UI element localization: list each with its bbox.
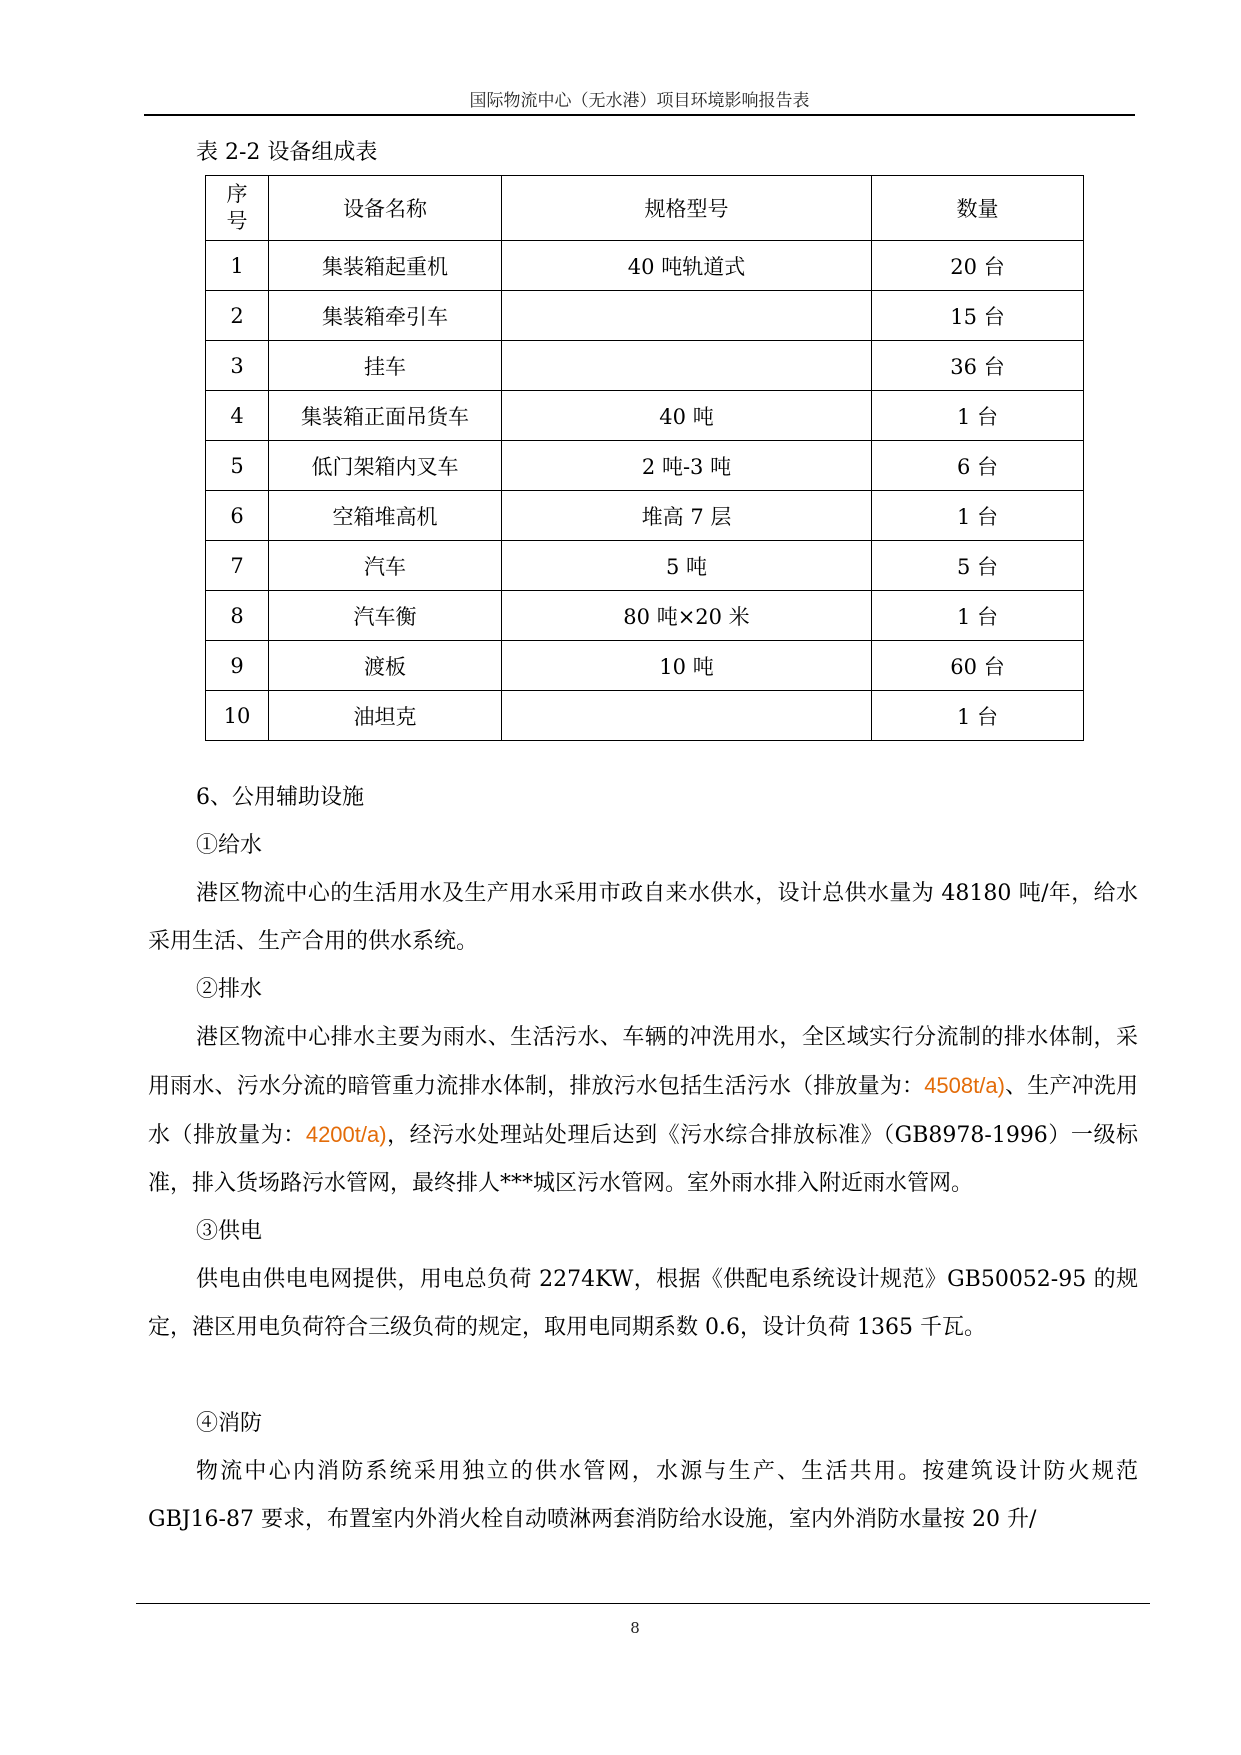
cell-name: 空箱堆高机 bbox=[269, 491, 502, 541]
drainage-heading: ②排水 bbox=[196, 977, 263, 1002]
body-text bbox=[148, 774, 1138, 1544]
cell-spec: 80 吨×20 米 bbox=[502, 591, 872, 641]
washing-water-value: 4200t/a) bbox=[305, 1122, 387, 1147]
cell-spec: 堆高 7 层 bbox=[502, 491, 872, 541]
section-heading: 6、公用辅助设施 bbox=[196, 785, 364, 810]
table-row bbox=[206, 291, 1084, 341]
equipment-table bbox=[205, 175, 1084, 741]
cell-qty: 15 台 bbox=[872, 291, 1084, 341]
cell-no: 6 bbox=[206, 491, 269, 541]
table-row bbox=[206, 541, 1084, 591]
cell-name: 集装箱牵引车 bbox=[269, 291, 502, 341]
cell-name: 集装箱正面吊货车 bbox=[269, 391, 502, 441]
domestic-sewage-value: 4508t/a) bbox=[924, 1073, 1005, 1098]
cell-qty: 1 台 bbox=[872, 391, 1084, 441]
table-row bbox=[206, 641, 1084, 691]
page-number: 8 bbox=[630, 1619, 640, 1637]
cell-name: 低门架箱内叉车 bbox=[269, 441, 502, 491]
page-header-title: 国际物流中心（无水港）项目环境影响报告表 bbox=[469, 91, 810, 111]
cell-no: 9 bbox=[206, 641, 269, 691]
cell-no: 3 bbox=[206, 341, 269, 391]
cell-qty: 6 台 bbox=[872, 441, 1084, 491]
cell-qty: 5 台 bbox=[872, 541, 1084, 591]
cell-qty: 1 台 bbox=[872, 591, 1084, 641]
cell-no: 8 bbox=[206, 591, 269, 641]
cell-name: 油坦克 bbox=[269, 691, 502, 741]
paragraph-gap bbox=[148, 1352, 1138, 1400]
table-caption: 表 2-2 设备组成表 bbox=[196, 140, 378, 165]
header-divider bbox=[144, 114, 1135, 116]
cell-spec bbox=[502, 341, 872, 391]
cell-no: 1 bbox=[206, 241, 269, 291]
cell-qty: 60 台 bbox=[872, 641, 1084, 691]
cell-no: 4 bbox=[206, 391, 269, 441]
cell-no: 2 bbox=[206, 291, 269, 341]
cell-no: 5 bbox=[206, 441, 269, 491]
column-header-qty: 数量 bbox=[872, 176, 1084, 241]
drainage-text-part-2: 、生产冲洗用水（排放量为： bbox=[148, 1074, 1138, 1148]
cell-name: 渡板 bbox=[269, 641, 502, 691]
table-row bbox=[206, 391, 1084, 441]
cell-name: 挂车 bbox=[269, 341, 502, 391]
cell-spec: 2 吨-3 吨 bbox=[502, 441, 872, 491]
power-paragraph: 供电由供电电网提供，用电总负荷 2274KW，根据《供配电系统设计规范》GB50052-95 的规定，港区用电负荷符合三级负荷的规定，取用电同期系数 0.6，设计负荷 1365 千瓦。 bbox=[148, 1267, 1138, 1340]
cell-qty: 1 台 bbox=[872, 491, 1084, 541]
cell-no: 10 bbox=[206, 691, 269, 741]
fire-heading: ④消防 bbox=[196, 1411, 263, 1436]
column-header-no: 序号 bbox=[206, 176, 269, 241]
table-row bbox=[206, 241, 1084, 291]
footer-divider bbox=[136, 1603, 1150, 1604]
table-row bbox=[206, 591, 1084, 641]
drainage-paragraph bbox=[148, 1014, 1138, 1208]
cell-name: 汽车衡 bbox=[269, 591, 502, 641]
cell-qty: 20 台 bbox=[872, 241, 1084, 291]
cell-name: 集装箱起重机 bbox=[269, 241, 502, 291]
drainage-text-part-1: 港区物流中心排水主要为雨水、生活污水、车辆的冲洗用水，全区域实行分流制的排水体制，采用雨水、污水分流的暗管重力流排水体制，排放污水包括生活污水（排放量为： bbox=[148, 1025, 1138, 1099]
table-row bbox=[206, 491, 1084, 541]
table-row bbox=[206, 441, 1084, 491]
column-header-spec: 规格型号 bbox=[502, 176, 872, 241]
cell-qty: 1 台 bbox=[872, 691, 1084, 741]
water-supply-heading: ①给水 bbox=[196, 833, 263, 858]
cell-spec: 40 吨轨道式 bbox=[502, 241, 872, 291]
cell-spec: 10 吨 bbox=[502, 641, 872, 691]
water-supply-paragraph: 港区物流中心的生活用水及生产用水采用市政自来水供水，设计总供水量为 48180 吨/年，给水采用生活、生产合用的供水系统。 bbox=[148, 881, 1138, 954]
power-heading: ③供电 bbox=[196, 1219, 263, 1244]
fire-paragraph: 物流中心内消防系统采用独立的供水管网，水源与生产、生活共用。按建筑设计防火规范 GBJ16-87 要求，布置室内外消火栓自动喷淋两套消防给水设施，室内外消防水量按 20 升/ bbox=[148, 1459, 1138, 1532]
cell-spec: 5 吨 bbox=[502, 541, 872, 591]
cell-qty: 36 台 bbox=[872, 341, 1084, 391]
drainage-text-part-3: ，经污水处理站处理后达到《污水综合排放标准》（GB8978-1996）一级标准，排入货场路污水管网，最终排人***城区污水管网。室外雨水排入附近雨水管网。 bbox=[148, 1123, 1138, 1196]
table-header-row bbox=[206, 176, 1084, 241]
cell-spec bbox=[502, 691, 872, 741]
column-header-name: 设备名称 bbox=[269, 176, 502, 241]
cell-spec bbox=[502, 291, 872, 341]
cell-no: 7 bbox=[206, 541, 269, 591]
cell-name: 汽车 bbox=[269, 541, 502, 591]
table-row bbox=[206, 341, 1084, 391]
table-row bbox=[206, 691, 1084, 741]
cell-spec: 40 吨 bbox=[502, 391, 872, 441]
